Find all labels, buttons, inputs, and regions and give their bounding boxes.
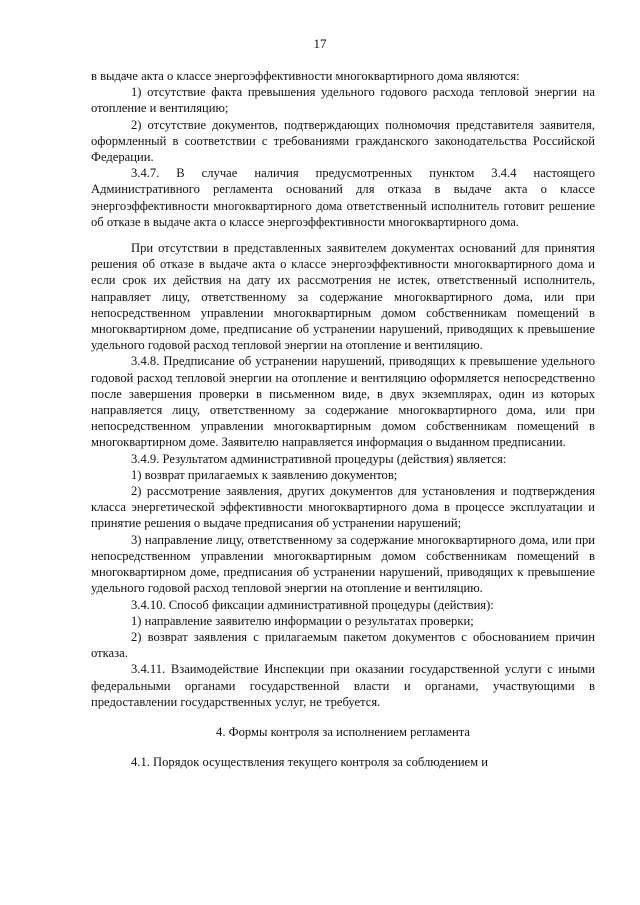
section-heading: 4. Формы контроля за исполнением регламента [216,724,470,739]
fixation-item-1: 1) направление заявителю информации о результатах проверки; [131,613,474,628]
clause-3-4-10: 3.4.10. Способ фиксации административной процедуры (действия): [131,597,494,612]
paragraph-continuation: в выдаче акта о классе энергоэффективности многоквартирного дома являются: [91,69,520,83]
subsection-4-1: 4.1. Порядок осуществления текущего контроля за соблюдением и [131,755,489,770]
clause-3-4-9: 3.4.9. Результатом административной процедуры (действия) является: [131,451,507,466]
clause-3-4-11: 3.4.11. Взаимодействие Инспекции при оказании государственной услуги с иными федеральными органами государственной власти и органами, участвующими в предоставлении государственных услуг, не требуется. [91,662,595,709]
result-item-2: 2) рассмотрение заявления, других документов для установления и подтверждения класса энергетической эффективности многоквартирного дома в процессе эксплуатации и принятие решения о выдаче предписания об устранении нарушений; [91,484,595,531]
fixation-item-2: 2) возврат заявления с прилагаемым пакетом документов с обоснованием причин отказа. [91,629,595,661]
result-item-3: 3) направление лицу, ответственному за содержание многоквартирного дома, или при непосредственном управлении многоквартирным домом собственникам помещений в многоквартирном доме, предписания об устранении нарушений, приводящих к превышение удельного годовой расход тепловой энергии на отопление и вентиляцию. [91,532,595,596]
list-item-1: 1) отсутствие факта превышения удельного годового расхода тепловой энергии на отопление и вентиляцию; [91,85,595,116]
clause-3-4-7: 3.4.7. В случае наличия предусмотренных пунктом 3.4.4 настоящего Административного регламента оснований для отказа в выдаче акта о классе энергоэффективности многоквартирного дома ответственный исполнитель готовит решение об отказе в выдаче акта о классе энергоэффективности многоквартирного дома. [91,166,595,229]
list-item-2: 2) отсутствие документов, подтверждающих полномочия представителя заявителя, оформленный в соответствии с требованиями гражданского законодательства Российской Федерации. [91,117,595,165]
paragraph-absence-of-grounds: При отсутствии в представленных заявителем документах оснований для принятия решения об отказе в выдаче акта о классе энергоэффективности многоквартирного дома и если срок их действия на дату их рассмотрения не истек, ответственный исполнитель, направляет лицу, ответственному за содержание многоквартирного дома, или при непосредственном управлении многоквартирным домом собственникам помещений в многоквартирном доме, предписание об устранении нарушений, приводящих к превышение удельного годовой расход тепловой энергии на отопление и вентиляцию. [91,241,595,353]
result-item-1: 1) возврат прилагаемых к заявлению документов; [131,467,398,482]
page-number: 17 [313,36,327,51]
clause-3-4-8: 3.4.8. Предписание об устранении нарушений, приводящих к превышение удельного годовой расход тепловой энергии на отопление и вентиляцию оформляется непосредственно после завершения проверки в письменном виде, в двух экземплярах, один из которых направляется лицу, ответственному за содержание многоквартирного дома, или при непосредственном управлении многоквартирным домом собственникам помещений в многоквартирном доме. Заявителю направляется информация о выданном предписании. [91,354,595,450]
document-body [91,68,595,770]
